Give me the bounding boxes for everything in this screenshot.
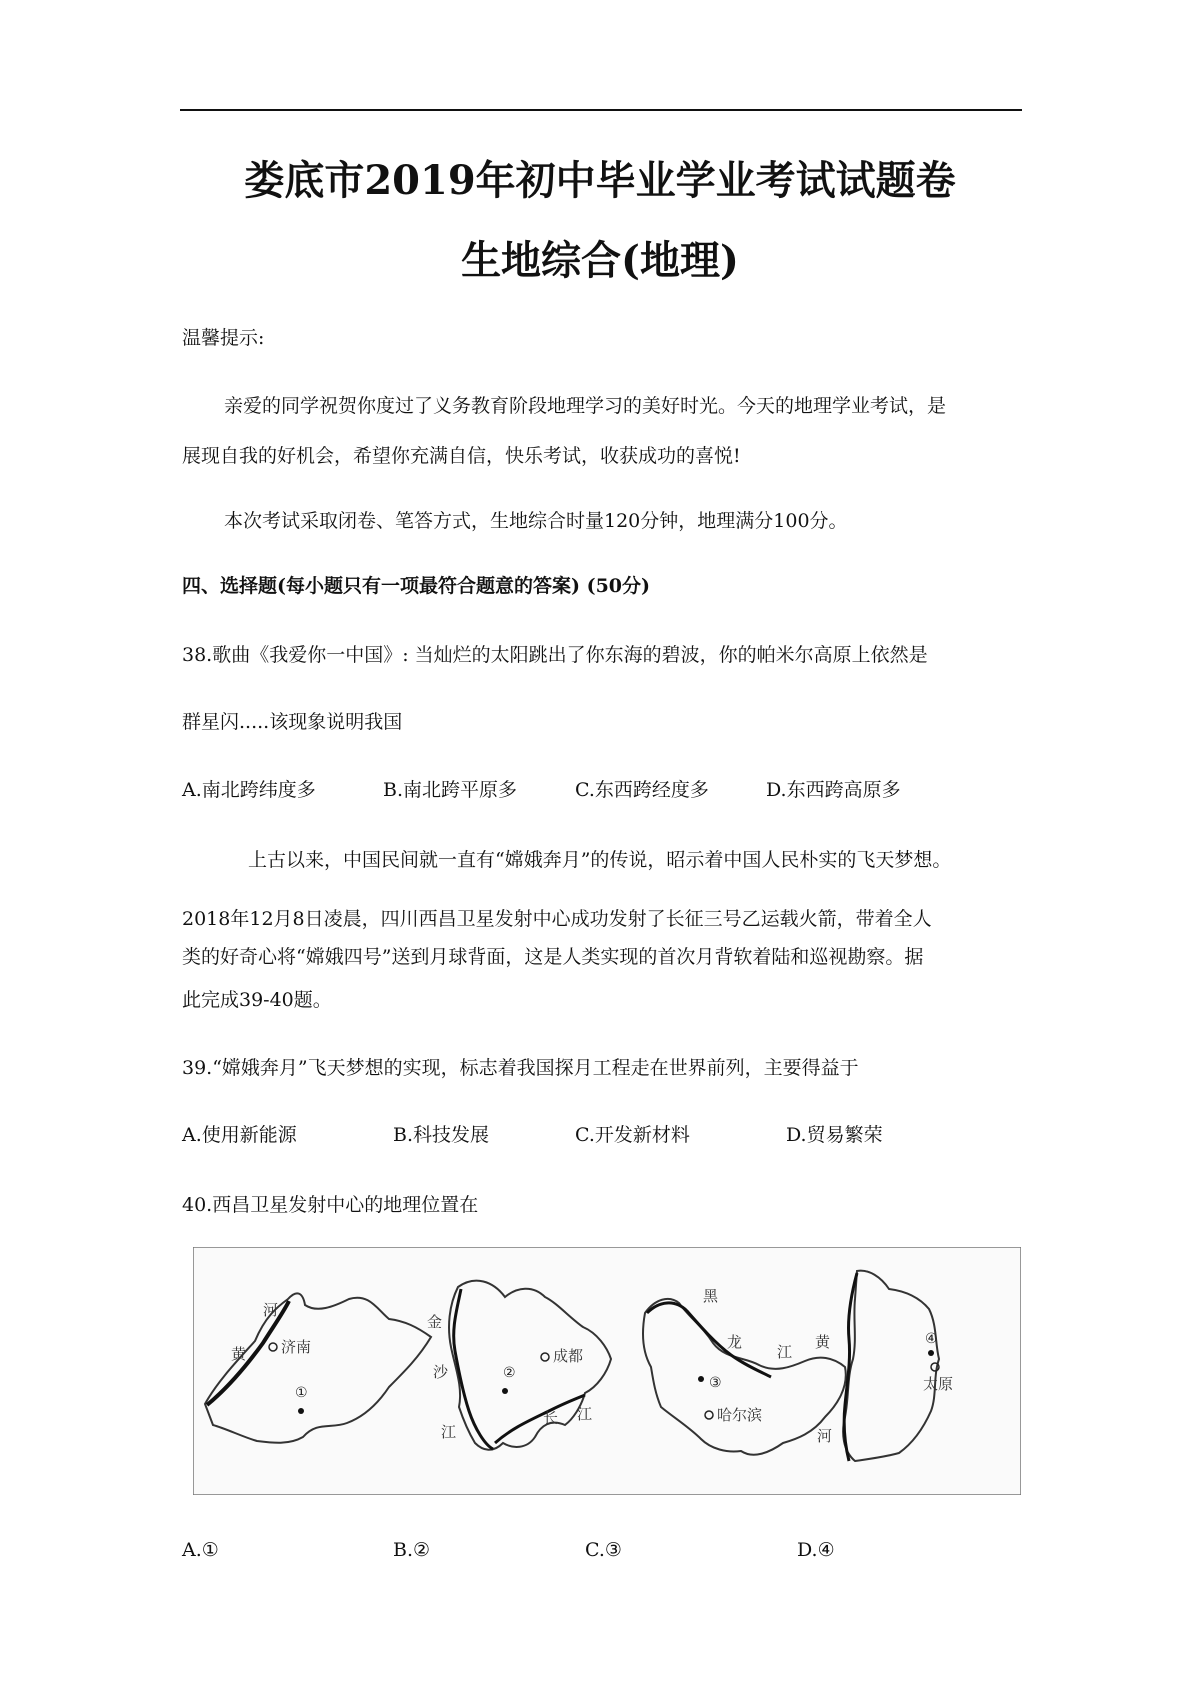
map-panel-2-city-label: 成都 (553, 1347, 584, 1365)
map-panel-2-river-label-3: 江 (441, 1423, 457, 1441)
map-panel-4-city-label: 太原 (923, 1375, 954, 1393)
q39-option-d: D.贸易繁荣 (786, 1124, 883, 1146)
passage-line-1: 上古以来，中国民间就一直有“嫦娥奔月”的传说，昭示着中国人民朴实的飞天梦想。 (248, 849, 952, 871)
map-panel-3-marker-label: ③ (709, 1375, 722, 1391)
passage-line-4: 此完成39-40题。 (182, 989, 332, 1011)
q38-stem-line-2: 群星闪.....该现象说明我国 (182, 711, 403, 733)
q40-option-a: A.① (182, 1539, 219, 1561)
map-panel-1-city-label: 济南 (281, 1338, 312, 1356)
map-panel-2-river-label-2: 沙 (433, 1363, 449, 1381)
q39-option-c: C.开发新材料 (575, 1124, 690, 1146)
notice-paragraph-2: 本次考试采取闭卷、笔答方式，生地综合时量120分钟，地理满分100分。 (224, 510, 848, 532)
map-panel-4-river-label-1: 黄 (815, 1333, 831, 1351)
passage-line-2: 2018年12月8日凌晨，四川西昌卫星发射中心成功发射了长征三号乙运载火箭，带着全人 (182, 908, 932, 930)
q40-stem: 40.西昌卫星发射中心的地理位置在 (182, 1194, 479, 1216)
q40-option-d: D.④ (797, 1539, 835, 1561)
map-panel-2-marker-dot (502, 1388, 508, 1394)
map-panel-3-marker-dot (698, 1376, 704, 1382)
q38-option-b: B.南北跨平原多 (383, 779, 518, 801)
map-panel-2-river-label-4: 长 (543, 1409, 559, 1427)
q40-option-b: B.② (393, 1539, 431, 1561)
map-panel-3-river-label-1: 黑 (703, 1287, 719, 1305)
province-outline-map (193, 1247, 1021, 1495)
map-panel-2-river-label-5: 江 (577, 1405, 593, 1423)
passage-line-3: 类的好奇心将“嫦娥四号”送到月球背面，这是人类实现的首次月背软着陆和巡视勘察。据 (182, 946, 924, 968)
q38-stem-line-1: 38.歌曲《我爱你一中国》: 当灿烂的太阳跳出了你东海的碧波，你的帕米尔高原上依然是 (182, 644, 928, 666)
q39-option-a: A.使用新能源 (182, 1124, 297, 1146)
notice-heading: 温馨提示: (182, 327, 265, 349)
q38-option-c: C.东西跨经度多 (575, 779, 709, 801)
map-panel-4-river-label-2: 河 (817, 1427, 833, 1445)
map-panel-4-marker-label: ④ (925, 1331, 938, 1347)
q39-option-b: B.科技发展 (393, 1124, 490, 1146)
map-panel-1-river-label-1: 河 (263, 1301, 279, 1319)
section-heading: 四、选择题(每小题只有一项最符合题意的答案) (50分) (182, 575, 651, 597)
map-panel-4-marker-dot (928, 1350, 934, 1356)
map-panel-1-marker-dot (298, 1408, 304, 1414)
q40-option-c: C.③ (585, 1539, 622, 1561)
exam-title: 娄底市2019年初中毕业学业考试试题卷 (244, 157, 956, 204)
exam-subtitle: 生地综合(地理) (461, 237, 739, 284)
q38-option-a: A.南北跨纬度多 (182, 779, 316, 801)
map-panel-1-marker-label: ① (295, 1385, 308, 1401)
q39-stem: 39.“嫦娥奔月”飞天梦想的实现，标志着我国探月工程走在世界前列，主要得益于 (182, 1057, 859, 1079)
map-panel-3-river-label-2: 龙 (727, 1333, 743, 1351)
top-rule (180, 109, 1022, 111)
notice-paragraph-1-line-1: 亲爱的同学祝贺你度过了义务教育阶段地理学习的美好时光。今天的地理学业考试，是 (224, 395, 947, 417)
map-panel-1-river-label-2: 黄 (231, 1345, 247, 1363)
map-panel-3-city-label: 哈尔滨 (717, 1406, 763, 1424)
notice-paragraph-1-line-2: 展现自我的好机会，希望你充满自信，快乐考试，收获成功的喜悦! (182, 445, 741, 467)
map-panel-2-marker-label: ② (503, 1365, 516, 1381)
map-panel-3-river-label-3: 江 (777, 1343, 793, 1361)
map-panel-2-river-label-1: 金 (427, 1313, 443, 1331)
q38-option-d: D.东西跨高原多 (766, 779, 901, 801)
